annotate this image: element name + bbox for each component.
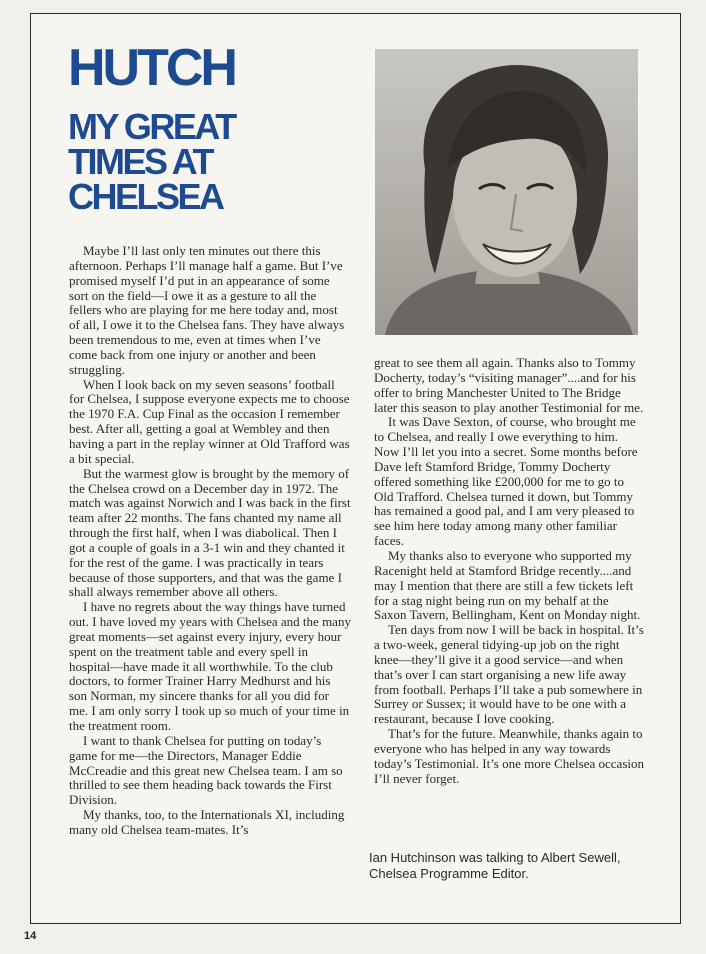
article-paragraph: My thanks, too, to the Internationals XI, including many old Chelsea team-mates. It’s (69, 807, 345, 837)
article-paragraph: My thanks also to everyone who supported my Racenight held at Stamford Bridge recently....and may I mention that there are still a few tickets left for a stag night being run on my behalf at the Saxon Tavern, Bellingham, Kent on Monday night. (374, 547, 641, 623)
portrait-illustration (375, 49, 638, 335)
subheadline: MY GREAT TIMES AT CHELSEA (68, 106, 235, 217)
page-number: 14 (24, 930, 37, 942)
article-paragraph: That’s for the future. Meanwhile, thanks again to everyone who has helped in any way towards today’s Testimonial. It’s one more Chelsea occasion I’ll never forget. (374, 726, 644, 786)
headline: HUTCH (68, 39, 235, 97)
article-column-left (69, 244, 351, 838)
article-paragraph: But the warmest glow is brought by the memory of the Chelsea crowd on a December day in 1972. The match was against Norwich and I was back in the first team after 22 months. The fans chanted my name all through the first half, when I was diabolical. Then I got a couple of goals in a 3-1 win and they chanted it for the rest of the game. I was practically in tears because of those supporters, and that was the game I shall always remember above all others. (69, 465, 351, 600)
article-paragraph: Maybe I’ll last only ten minutes out there this afternoon. Perhaps I’ll manage half a game. But I’ve promised myself I’d put in an appearance of some sort on the field—I owe it as a gesture to all the fellers who are playing for me here today and, most of all, I owe it to the Chelsea fans. They have always been tremendous to me, even at times when I’ve come back from one injury or another and been struggling. (69, 243, 345, 377)
article-paragraph: Ten days from now I will be back in hospital. It’s a two-week, general tidying-up job on the right knee—they’ll give it a good service—and when that’s over I can start organising a new life away from football. Perhaps I’ll take a pub somewhere in Surrey or Sussex; it would have to be one with a restaurant, because I love cooking. (374, 622, 644, 727)
article-credit: Ian Hutchinson was talking to Albert Sewell, Chelsea Programme Editor. (369, 850, 621, 881)
article-paragraph: great to see them all again. Thanks also to Tommy Docherty, today’s “visiting manager”....and for his offer to bring Manchester United to The Bridge later this season to play another Testimonial for me. (374, 355, 644, 415)
article-paragraph: When I look back on my seven seasons’ football for Chelsea, I suppose everyone expects me to choose the 1970 F.A. Cup Final as the occasion I remember best. After all, getting a goal at Wembley and then having a part in the replay winner at Old Trafford was a bit special. (69, 376, 350, 466)
article-column-right (374, 356, 644, 786)
article-paragraph: I have no regrets about the way things have turned out. I have loved my years with Chelsea and the many great moments—set against every injury, every hour spent on the treatment table and every spell in hospital—have made it all worthwhile. To the club doctors, to former Trainer Harry Medhurst and his son Norman, my sincere thanks for all you did for me. I am only sorry I took up so much of your time in the treatment room. (69, 599, 351, 733)
article-paragraph: It was Dave Sexton, of course, who brought me to Chelsea, and really I owe everything to him. Now I’ll let you into a secret. Some months before Dave left Stamford Bridge, Tommy Docherty offered something like £200,000 for me to go to Old Trafford. Chelsea turned it down, but Tommy has remained a good pal, and I am very pleased to see him here today among many other familiar faces. (374, 414, 638, 549)
player-portrait-photo (375, 49, 638, 335)
article-paragraph: I want to thank Chelsea for putting on today’s game for me—the Directors, Manager Eddie McCreadie and this great new Chelsea team. I am so thrilled to see them heading back towards the First Division. (69, 732, 343, 808)
